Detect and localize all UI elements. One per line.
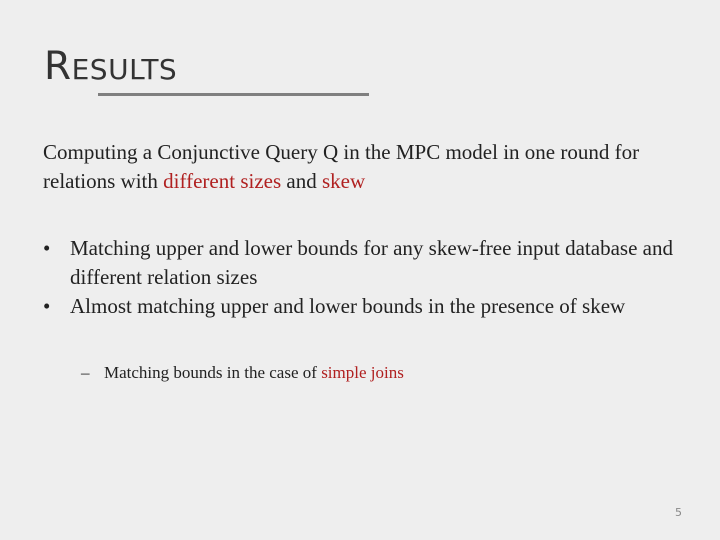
intro-text-1: Computing a Conjunctive Query Q in the MPC model in one round for relations with (43, 140, 640, 193)
bullet-item (43, 292, 683, 321)
bullet-text: Almost matching upper and lower bounds in the presence of skew (70, 294, 626, 318)
bullet-marker: • (43, 236, 51, 260)
slide-title-rest: ESULTS (71, 53, 178, 86)
intro-highlight-sizes: different sizes (163, 169, 282, 193)
title-underline (98, 93, 369, 96)
intro-highlight-skew: skew (321, 169, 366, 193)
sub-bullet-highlight: simple joins (321, 363, 404, 382)
bullet-list (43, 234, 683, 321)
bullet-marker: • (43, 294, 51, 318)
intro-text-2: and (281, 169, 322, 193)
sub-bullet (81, 361, 681, 385)
bullet-text: Matching upper and lower bounds for any skew-free input database and different relation sizes (70, 236, 673, 289)
intro-paragraph (43, 138, 683, 196)
sub-bullet-marker: – (81, 363, 90, 382)
page-number: 5 (675, 506, 682, 519)
slide-title (44, 44, 177, 89)
bullet-item (43, 234, 683, 292)
sub-bullet-text: Matching bounds in the case of (104, 363, 322, 382)
slide-title-initial: R (44, 44, 72, 89)
